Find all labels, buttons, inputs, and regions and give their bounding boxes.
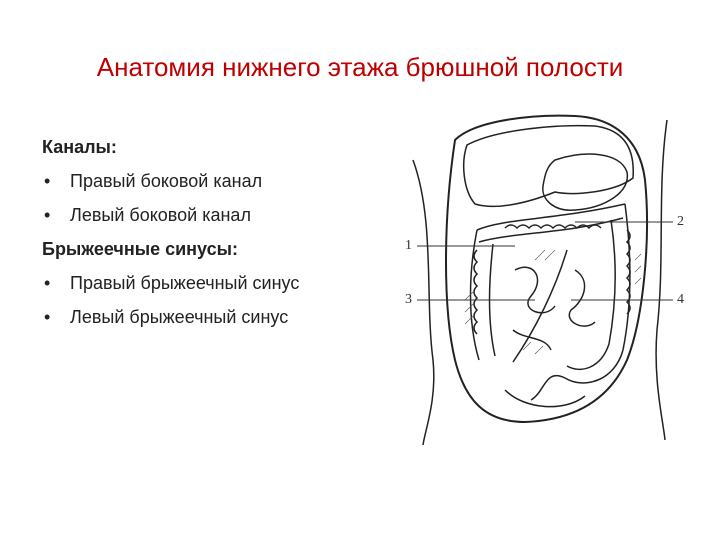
abdomen-drawing — [395, 100, 695, 445]
bullet-right-lateral-channel: • Правый боковой канал — [42, 164, 372, 198]
section-heading-channels: Каналы: — [42, 137, 117, 157]
slide-title: Анатомия нижнего этажа брюшной полости — [96, 52, 624, 82]
figure-label-1: 1 — [405, 238, 412, 253]
slide-body — [42, 130, 372, 334]
section-heading-sinuses: Брыжеечные синусы: — [42, 239, 238, 259]
bullet-right-mesenteric-sinus: • Правый брыжеечный синус — [42, 266, 372, 300]
figure-label-4: 4 — [677, 292, 684, 307]
bullet-left-lateral-channel: • Левый боковой канал — [42, 198, 372, 232]
figure-label-2: 2 — [677, 214, 684, 229]
figure-label-3: 3 — [405, 292, 412, 307]
abdomen-illustration — [395, 100, 695, 445]
bullet-left-mesenteric-sinus: • Левый брыжеечный синус — [42, 300, 372, 334]
